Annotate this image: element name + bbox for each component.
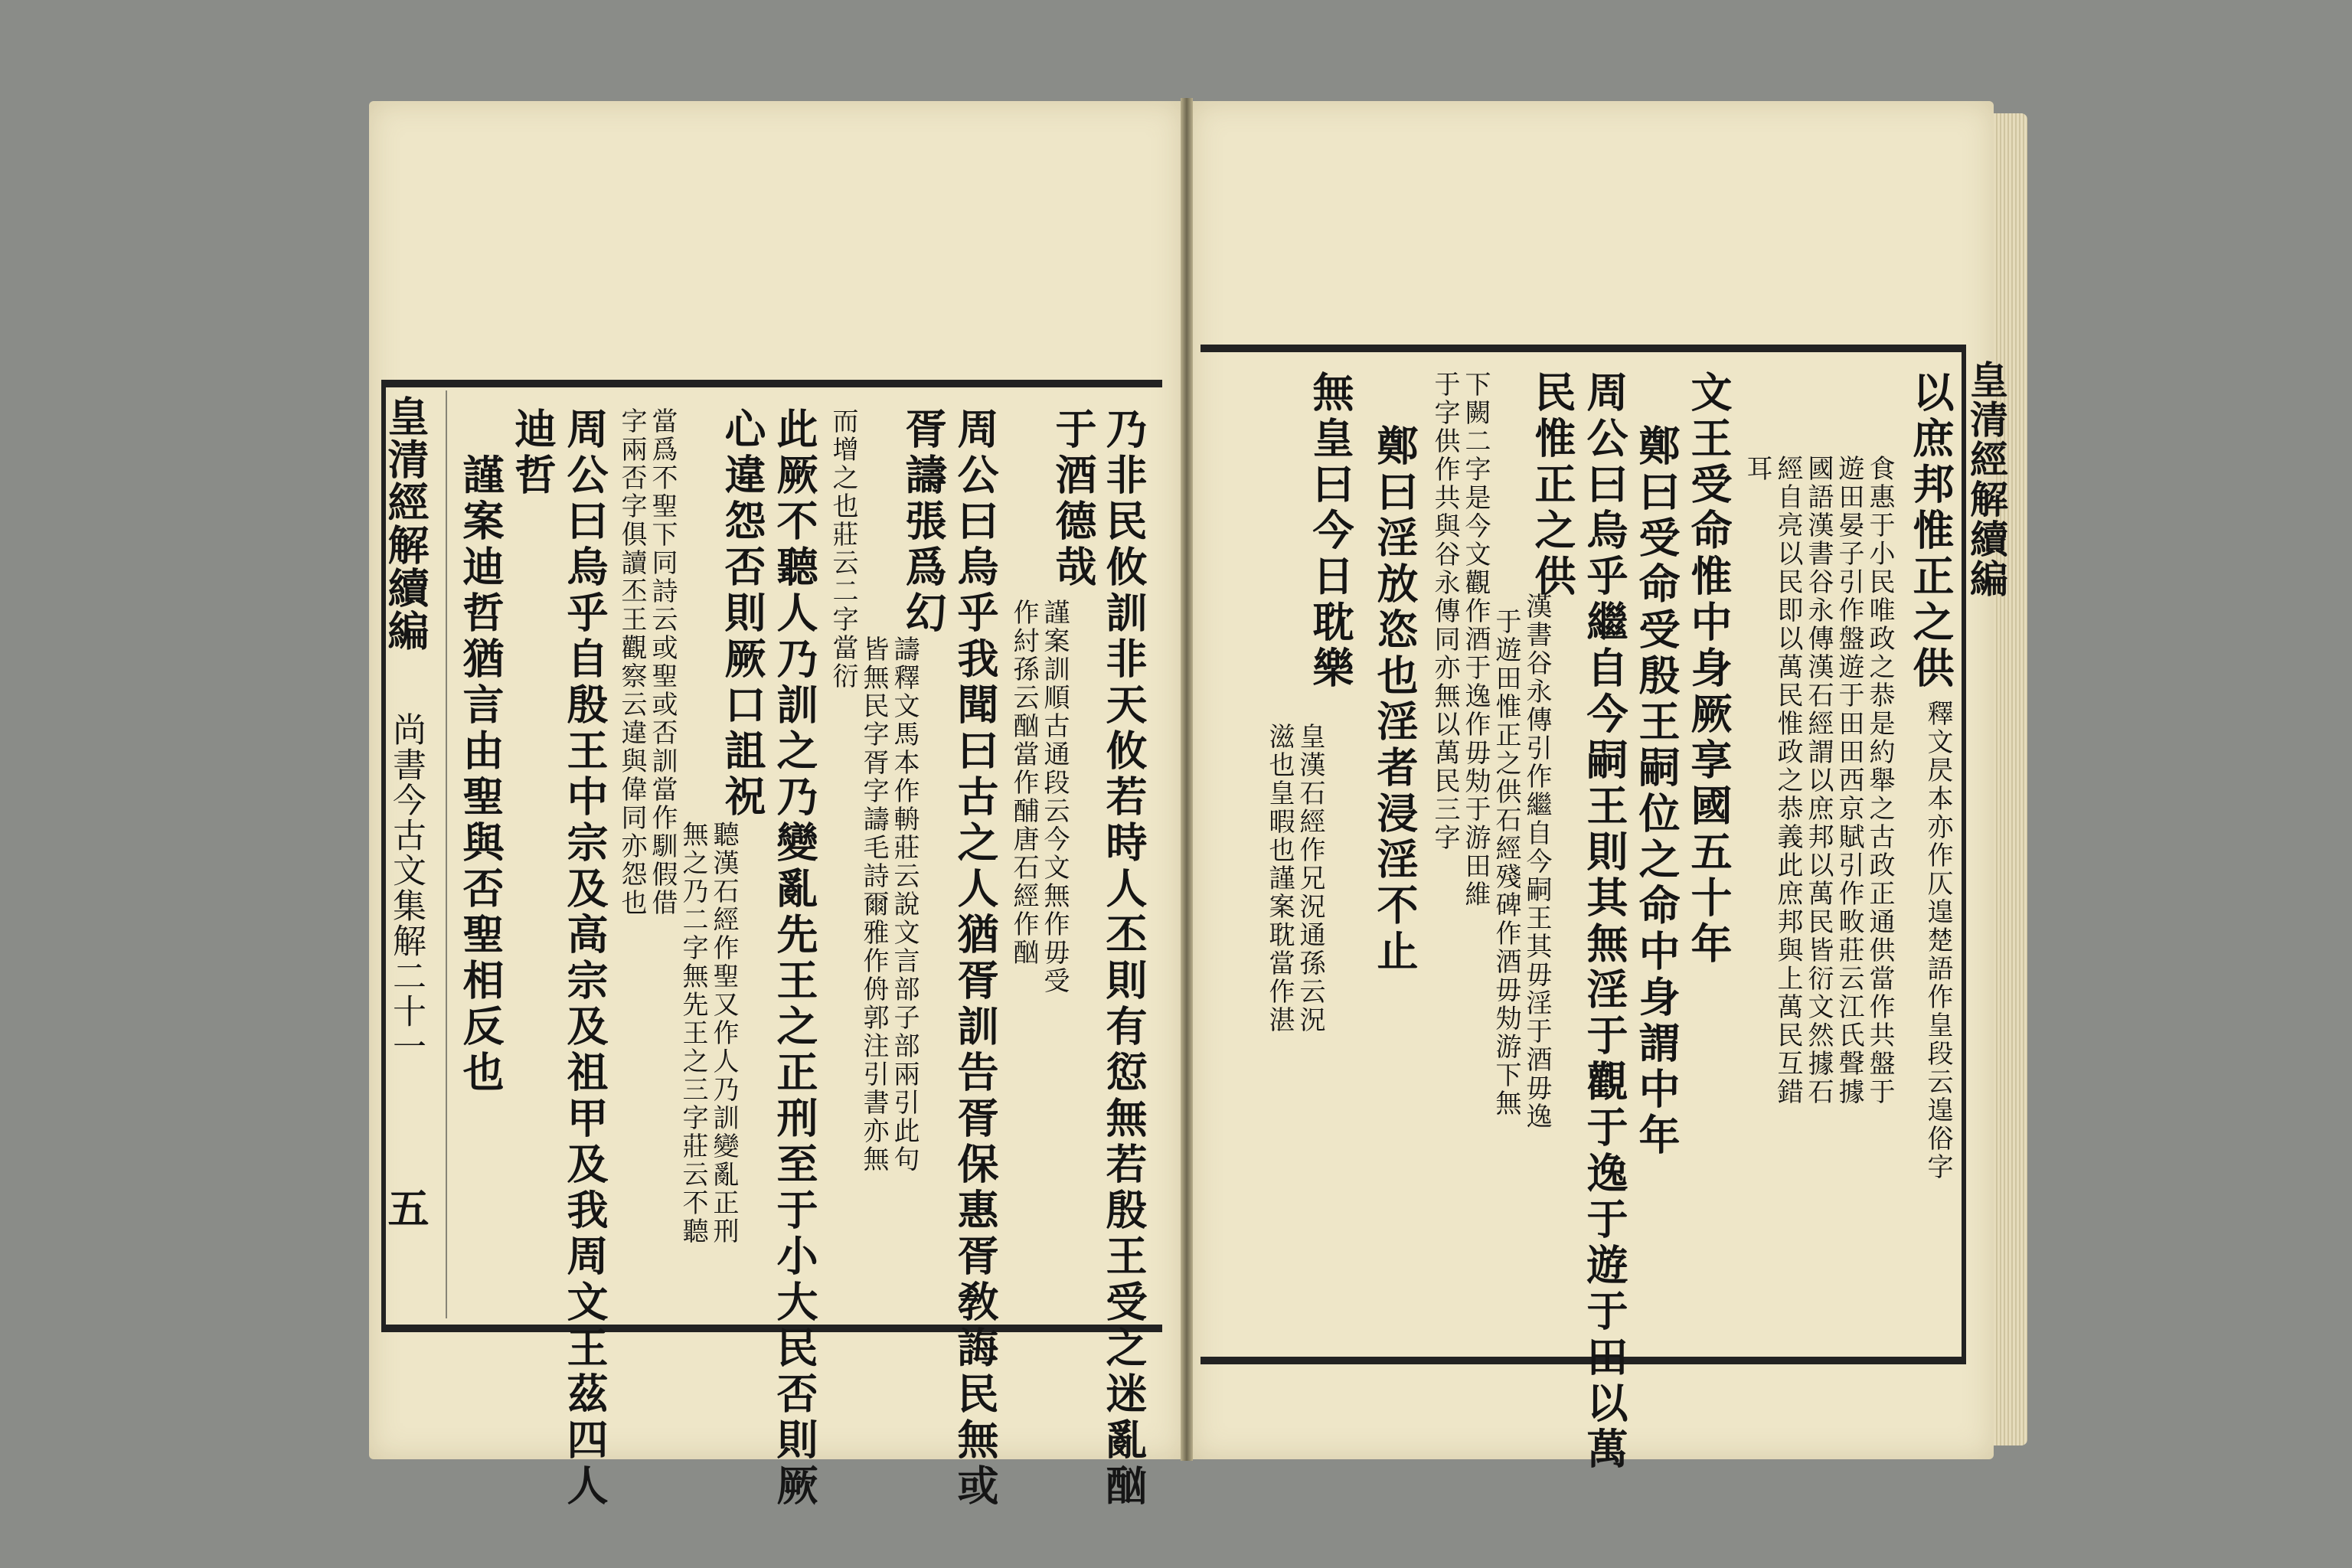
page-edges bbox=[1994, 113, 2027, 1446]
annotation-column: 食惠于小民唯政之恭是約舉之古政正通供當作共盤于 bbox=[1864, 455, 1895, 1106]
text-column: 胥譸張爲幻 bbox=[899, 407, 948, 637]
annotation-column: 漢書谷永傳引作繼自今嗣王其毋淫于酒毋逸 bbox=[1521, 593, 1552, 1131]
annotation-column: 無之乃二字無先王之三字莊云不聽 bbox=[678, 821, 708, 1246]
text-column: 文王受命惟中身厥享國五十年 bbox=[1684, 371, 1733, 968]
left-text-block bbox=[381, 390, 1162, 1510]
text-column: 無皇曰今日耽樂 bbox=[1306, 371, 1355, 692]
text-column: 周公曰烏乎我聞曰古之人猶胥訓告胥保惠胥敎誨民無或 bbox=[951, 407, 1000, 1510]
text-column: 周公曰烏乎繼自今嗣王則其無淫于觀于逸于遊于田以萬 bbox=[1580, 371, 1629, 1473]
annotation-column: 于遊田惟正之供石經殘碑作酒毋劮游下無 bbox=[1491, 608, 1521, 1118]
text-column: 鄭曰受命受殷王嗣位之命中身謂中年 bbox=[1632, 424, 1681, 1159]
annotation-column: 謹案訓順古通段云今文無作毋受 bbox=[1039, 599, 1070, 995]
annotation-column: 于字供作共與谷永傳同亦無以萬民三字 bbox=[1429, 371, 1460, 852]
annotation-column: 耳 bbox=[1742, 455, 1772, 483]
text-column: 謹案迪哲猶言由聖與否聖相反也 bbox=[456, 453, 505, 1096]
text-column: 乃非民攸訓非天攸若時人丕則有愆無若殷王受之迷亂酗 bbox=[1099, 407, 1148, 1510]
annotation-column: 聽漢石經作聖又作人乃訓變亂正刑 bbox=[708, 821, 739, 1246]
annotation-column: 遊田晏子引作盤遊于田田西京賦引作畋莊云江氏聲據 bbox=[1834, 455, 1864, 1106]
open-book bbox=[358, 90, 2027, 1510]
header-rule bbox=[446, 390, 447, 1318]
annotation-column: 譸釋文馬本作輈莊云說文言部子部兩引此句 bbox=[889, 635, 920, 1174]
text-column: 此厥不聽人乃訓之乃變亂先王之正刑至于小大民否則厥 bbox=[770, 407, 819, 1510]
left-frame-top bbox=[381, 380, 1162, 387]
text-column: 心違怨否則厥口詛祝 bbox=[718, 407, 767, 821]
right-text-block bbox=[1200, 355, 2009, 1473]
text-column: 于酒德哉 bbox=[1049, 407, 1098, 591]
annotation-column: 皇漢石經作兄況通孫云況 bbox=[1295, 723, 1325, 1034]
annotation-column: 作紂孫云酗當作酺唐石經作酗 bbox=[1008, 599, 1039, 967]
annotation-column: 字兩否字俱讀丕王觀察云違與偉同亦怨也 bbox=[616, 407, 647, 917]
annotation-column: 國語漢書谷永傳漢石經謂以庶邦以萬民皆衍文然據石 bbox=[1803, 455, 1834, 1106]
left-header-title: 皇清經解續編 bbox=[381, 395, 430, 652]
text-column: 民惟正之供 bbox=[1528, 371, 1577, 600]
annotation-column: 皆無民字胥字譸毛詩爾雅作侜郭注引書亦無 bbox=[858, 635, 889, 1174]
annotation-column: 當爲不聖下同詩云或聖或否訓當作馴假借 bbox=[647, 407, 678, 917]
annotation-column: 經自亮以民即以萬民惟政之恭義此庶邦與上萬民互錯 bbox=[1772, 455, 1803, 1106]
right-header-title: 皇清經解續編 bbox=[1964, 360, 2009, 599]
annotation-column: 下闕二字是今文觀作酒于逸作毋劮于游田維 bbox=[1460, 371, 1491, 909]
book-gutter bbox=[1181, 98, 1193, 1461]
text-column: 鄭曰淫放恣也淫者浸淫不止 bbox=[1370, 424, 1419, 975]
text-column: 周公曰烏乎自殷王中宗及高宗及祖甲及我周文王茲四人 bbox=[560, 407, 609, 1510]
annotation-column: 滋也皇暇也謹案耽當作湛 bbox=[1264, 723, 1295, 1034]
right-frame-top bbox=[1200, 345, 1966, 352]
annotation-column: 釋文昃本亦作仄遑楚語作皇段云遑俗字 bbox=[1922, 700, 1953, 1181]
text-column: 以庶邦惟正之供 bbox=[1906, 371, 1955, 692]
left-page-number: 五 bbox=[381, 1187, 430, 1230]
left-header-section: 尚書今古文集解二十一 bbox=[387, 712, 426, 1064]
text-column: 迪哲 bbox=[508, 407, 557, 499]
annotation-column: 而增之也莊云二字當衍 bbox=[828, 407, 858, 691]
